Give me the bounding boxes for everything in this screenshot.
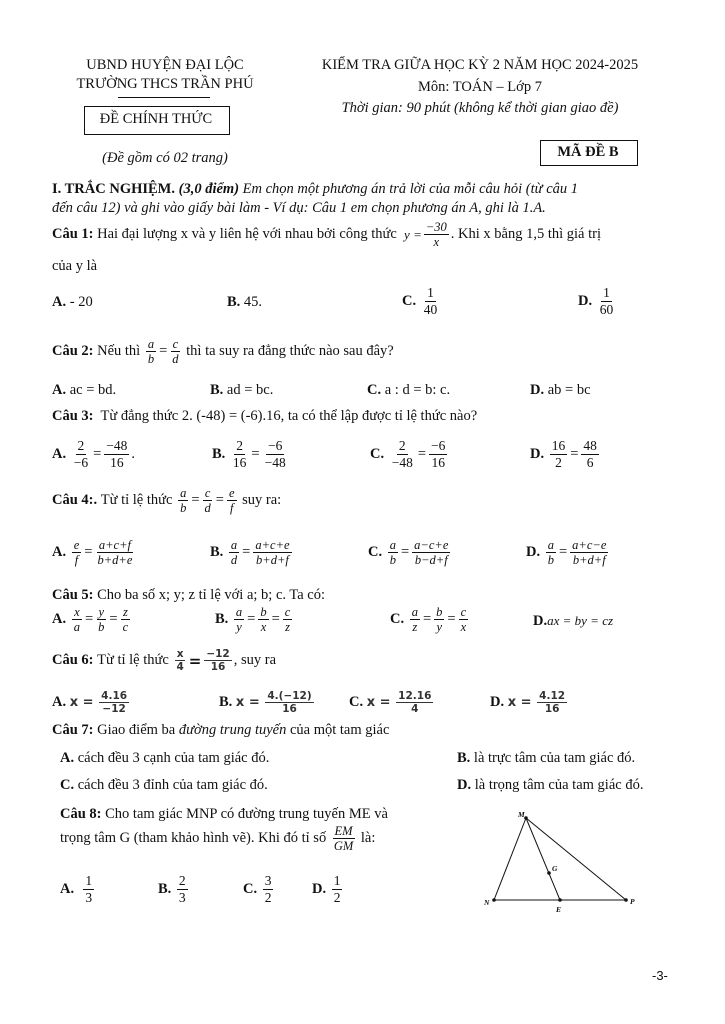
median-me — [526, 818, 560, 900]
label-g: G — [552, 864, 558, 873]
q3-option-c: C. $\frac{2}{-48}$ = $\frac{-6}{16}$ — [370, 438, 446, 470]
q5-option-c: C. $\frac{a}{z}$ = $\frac{b}{y}$ = $\frac{c}{x}$ — [390, 605, 467, 635]
q2-option-c: C. a : d = b: c. — [367, 382, 451, 398]
q1-option-a: A. - 20 — [52, 294, 93, 310]
q5-option-b: B. $\frac{a}{y}$ = $\frac{b}{x}$ = $\frac{c}{z}$ — [215, 605, 291, 635]
q5-option-d: D.ax = by = cz — [533, 613, 614, 629]
label-p: P — [630, 897, 635, 906]
q1-stem — [52, 220, 601, 250]
q4-option-d: D. $\frac{a}{b}$ = $\frac{a+c-e}{b+d+f}$ — [526, 538, 607, 568]
q8-option-a: A. $\frac{1}{3}$ — [60, 873, 93, 905]
page-count-note: (Đề gồm có 02 trang) — [102, 150, 228, 166]
label-n: N — [484, 898, 490, 907]
q7-option-a: A. cách đều 3 cạnh của tam giác đó. — [60, 750, 270, 766]
q6-option-d: D. x = $\frac{4.12}{16}$ — [490, 690, 566, 716]
section-instruction: Em chọn một phương án trả lời của mỗi câu hỏi (từ câu 1 — [242, 181, 579, 197]
q6-option-a: A. x = $\frac{4.16}{-12}$ — [52, 690, 128, 716]
point-e — [558, 898, 562, 902]
q5-stem: Câu 5: Cho ba số x; y; z tỉ lệ với a; b; c. Ta có: — [52, 587, 325, 603]
q4-option-b: B. $\frac{a}{d}$ = $\frac{a+c+e}{b+d+f}$ — [210, 538, 290, 568]
point-g — [547, 871, 551, 875]
page-number: -3- — [652, 968, 668, 983]
section-points: (3,0 điểm) — [178, 181, 240, 197]
q7-option-d: D. là trọng tâm của tam giác đó. — [457, 777, 644, 793]
q6-option-b: B. x = $\frac{4.(-12)}{16}$ — [219, 690, 312, 716]
q6-stem: Câu 6: Từ tỉ lệ thức $\frac{x}{4}$ = $\frac{-12}{16}$ , suy ra — [52, 648, 277, 674]
official-label: ĐỀ CHÍNH THỨC — [99, 111, 213, 127]
q1-formula-lhs: y = — [404, 226, 422, 242]
q7-option-c: C. cách đều 3 đỉnh của tam giác đó. — [60, 777, 268, 793]
header-underline — [118, 97, 210, 98]
q3-stem: Câu 3: Từ đẳng thức 2. (-48) = (-6).16, ta có thể lập được tỉ lệ thức nào? — [52, 408, 478, 424]
exam-time: Thời gian: 90 phút (không kể thời gian giao đề) — [341, 100, 619, 116]
label-e: E — [556, 905, 562, 914]
q1-text-2: . Khi x bằng 1,5 thì giá trị — [450, 226, 601, 243]
point-p — [624, 898, 628, 902]
q8-stem-2: trọng tâm G (tham khảo hình vẽ). Khi đó tỉ số $\frac{EM}{GM}$ là: — [60, 824, 376, 854]
q6-option-c: C. x = $\frac{12.16}{4}$ — [349, 690, 432, 716]
q4-option-c: C. $\frac{a}{b}$ = $\frac{a-c+e}{b-d+f}$ — [368, 538, 449, 568]
q5-option-a: A. $\frac{x}{a}$ = $\frac{y}{b}$ = $\frac{z}{c}$ — [52, 605, 129, 635]
q8-option-b: B. $\frac{2}{3}$ — [158, 873, 186, 905]
q7-stem: Câu 7: Giao điểm ba đường trung tuyến của một tam giác — [52, 722, 390, 738]
q7-option-b: B. là trực tâm của tam giác đó. — [457, 750, 636, 766]
point-m — [524, 816, 528, 820]
q4-option-a: A. $\frac{e}{f}$ = $\frac{a+c+f}{b+d+e}$ — [52, 538, 133, 568]
q1-option-b: B. 45. — [227, 294, 263, 310]
q4-stem: Câu 4:. Từ tỉ lệ thức $\frac{a}{b}$ = $\frac{c}{d}$ = $\frac{e}{f}$ suy ra: — [52, 486, 282, 516]
exam-subject: Môn: TOÁN – Lớp 7 — [418, 79, 542, 95]
triangle-figure — [480, 808, 640, 918]
section-intro — [52, 181, 578, 198]
exam-title: KIỂM TRA GIỮA HỌC KỲ 2 NĂM HỌC 2024-2025 — [321, 57, 639, 73]
q3-option-d: D. $\frac{16}{2}$ = $\frac{48}{6}$ — [530, 438, 597, 470]
q2-option-b: B. ad = bc. — [210, 382, 274, 398]
q1-option-c: C. $\frac{1}{40}$ — [402, 285, 438, 317]
q2-option-a: A. ac = bd. — [52, 382, 117, 398]
label-m: M — [518, 810, 525, 819]
q1-text-3: của y là — [52, 258, 98, 274]
q2-option-d: D. ab = bc — [530, 382, 591, 398]
exam-code: MÃ ĐỀ B — [557, 144, 619, 160]
q8-option-d: D. $\frac{1}{2}$ — [312, 873, 341, 905]
q1-text: Hai đại lượng x và y liên hệ với nhau bởi công thức — [97, 226, 397, 243]
q8-stem-1: Câu 8: Cho tam giác MNP có đường trung tuyến ME và — [60, 806, 388, 822]
q1-option-d: D. $\frac{1}{60}$ — [578, 285, 614, 317]
q1-formula: $\frac{-30}{x}$ — [425, 220, 447, 250]
school-name: TRƯỜNG THCS TRẦN PHÚ — [76, 76, 254, 92]
q3-option-a: A. $\frac{2}{-6}$ = $\frac{-48}{16}$ . — [52, 438, 136, 470]
section-title: I. TRẮC NGHIỆM. — [52, 181, 175, 197]
q1-label: Câu 1: — [52, 226, 94, 243]
q8-option-c: C. $\frac{3}{2}$ — [243, 873, 272, 905]
section-instruction-2: đến câu 12) và ghi vào giấy bài làm - Ví dụ: Câu 1 em chọn phương án A, ghi là 1.A. — [52, 200, 546, 216]
q3-option-b: B. $\frac{2}{16}$ = $\frac{-6}{-48}$ — [212, 438, 286, 470]
school-district: UBND HUYỆN ĐẠI LỘC — [86, 57, 244, 73]
point-n — [492, 898, 496, 902]
q2-stem: Câu 2: Nếu thì $\frac{a}{b}$ = $\frac{c}{d}$ thì ta suy ra đẳng thức nào sau đây? — [52, 337, 394, 367]
side-mn — [494, 818, 526, 900]
side-mp — [526, 818, 626, 900]
